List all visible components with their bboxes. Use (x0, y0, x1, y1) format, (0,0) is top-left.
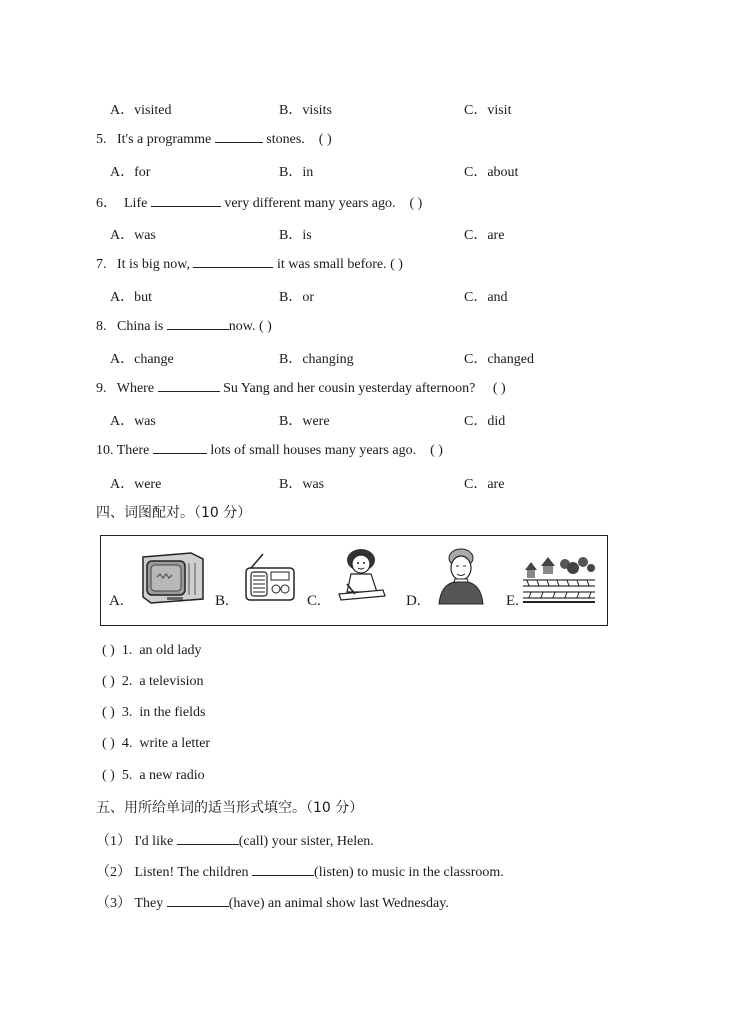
answer-parentheses[interactable]: ( ) (258, 319, 272, 334)
answer-blank[interactable] (215, 130, 263, 143)
answer-parentheses[interactable]: ( ) (102, 674, 115, 689)
item-text: a new radio (139, 768, 205, 783)
item-number: （2） (96, 865, 131, 880)
match-item (102, 643, 202, 659)
q8-option-c: C．changed (464, 352, 534, 367)
picture-label-c: C. (307, 593, 321, 609)
q4-option-b: B．visits (279, 103, 332, 118)
picture-label-d: D. (406, 593, 421, 609)
question-number: 7. (96, 257, 107, 272)
item-number: 3. (121, 705, 133, 720)
question-text-pre: Where (116, 381, 155, 396)
q10-option-a: A．were (110, 477, 162, 492)
question-number: 8. (96, 319, 107, 334)
question-text-post: very different many years ago. (224, 196, 396, 211)
answer-parentheses[interactable]: ( ) (318, 132, 332, 147)
question-10 (96, 441, 443, 459)
q9-option-b: B．were (279, 414, 330, 429)
item-text: in the fields (139, 705, 206, 720)
fill-item (96, 830, 374, 850)
match-item (102, 674, 203, 690)
section-5-title: 五、用所给单词的适当形式填空。（10 分） (96, 800, 364, 816)
item-hint: (listen) to music in the classroom. (314, 865, 504, 880)
question-9 (96, 379, 506, 397)
question-7 (96, 255, 403, 273)
question-number: 5. (96, 132, 107, 147)
question-text-post: now. (228, 319, 256, 334)
answer-blank[interactable] (158, 379, 220, 392)
q9-option-c: C．did (464, 414, 506, 429)
q10-option-b: B．was (279, 477, 325, 492)
q6-option-c: C．are (464, 228, 505, 243)
picture-label-a: A. (109, 593, 124, 609)
answer-parentheses[interactable]: ( ) (102, 705, 115, 720)
answer-parentheses[interactable]: ( ) (102, 643, 115, 658)
q4-option-c: C．visit (464, 103, 512, 118)
q5-option-b: B．in (279, 165, 314, 180)
section-4-title: 四、词图配对。（10 分） (96, 505, 252, 521)
question-text-pre: It's a programme (117, 132, 212, 147)
answer-parentheses[interactable]: ( ) (102, 736, 115, 751)
radio-icon (243, 552, 297, 604)
match-item (102, 705, 205, 721)
q10-option-c: C．are (464, 477, 505, 492)
match-item (102, 768, 205, 784)
answer-blank[interactable] (153, 441, 207, 454)
q7-option-b: B．or (279, 290, 314, 305)
item-text: an old lady (139, 643, 202, 658)
item-number: 2. (121, 674, 133, 689)
answer-blank[interactable] (252, 863, 314, 876)
q7-option-a: A．but (110, 290, 152, 305)
q4-option-a: A．visited (110, 103, 172, 118)
question-text-pre: Life (124, 196, 148, 211)
question-number: 6． (96, 196, 117, 211)
answer-blank[interactable] (167, 894, 229, 907)
picture-label-b: B. (215, 593, 229, 609)
answer-parentheses[interactable]: ( ) (492, 381, 506, 396)
question-text-pre: There (116, 443, 150, 458)
q5-option-a: A．for (110, 165, 151, 180)
question-text-post: it was small before. (276, 257, 387, 272)
answer-blank[interactable] (151, 194, 221, 207)
q8-option-a: A．change (110, 352, 174, 367)
fill-item (96, 861, 504, 881)
old-lady-icon (435, 546, 487, 606)
item-number: 4. (121, 736, 133, 751)
q6-option-b: B．is (279, 228, 312, 243)
item-number: 1. (121, 643, 133, 658)
item-text-pre: They (134, 896, 164, 911)
question-number: 10. (96, 443, 114, 458)
item-hint: (call) your sister, Helen. (238, 834, 374, 849)
item-number: （1） (96, 834, 131, 849)
answer-parentheses[interactable]: ( ) (390, 257, 403, 272)
question-text-post: Su Yang and her cousin yesterday afternoon? (223, 381, 476, 396)
item-text: write a letter (139, 736, 211, 751)
question-text-pre: China is (117, 319, 164, 334)
item-number: （3） (96, 896, 131, 911)
match-item (102, 736, 210, 752)
question-5 (96, 130, 332, 148)
question-text-post: stones. (266, 132, 305, 147)
fields-icon (521, 550, 597, 606)
question-text-post: lots of small houses many years ago. (210, 443, 417, 458)
item-number: 5. (121, 768, 133, 783)
fill-item (96, 892, 449, 912)
television-icon (139, 551, 207, 606)
item-text-pre: Listen! The children (134, 865, 249, 880)
answer-parentheses[interactable]: ( ) (102, 768, 115, 783)
q7-option-c: C．and (464, 290, 508, 305)
picture-label-e: E. (506, 593, 519, 609)
girl-writing-icon (333, 546, 389, 604)
question-number: 9. (96, 381, 107, 396)
question-text-pre: It is big now, (117, 257, 190, 272)
answer-blank[interactable] (177, 832, 239, 845)
item-text-pre: I'd like (134, 834, 174, 849)
answer-blank[interactable] (167, 317, 229, 330)
q8-option-b: B．changing (279, 352, 354, 367)
q9-option-a: A．was (110, 414, 156, 429)
answer-parentheses[interactable]: ( ) (409, 196, 423, 211)
answer-blank[interactable] (193, 255, 273, 268)
item-text: a television (139, 674, 204, 689)
question-6 (96, 192, 422, 212)
q5-option-c: C．about (464, 165, 519, 180)
answer-parentheses[interactable]: ( ) (430, 443, 443, 458)
q6-option-a: A．was (110, 228, 156, 243)
picture-box (100, 535, 608, 626)
question-8 (96, 317, 272, 335)
item-hint: (have) an animal show last Wednesday. (228, 896, 449, 911)
